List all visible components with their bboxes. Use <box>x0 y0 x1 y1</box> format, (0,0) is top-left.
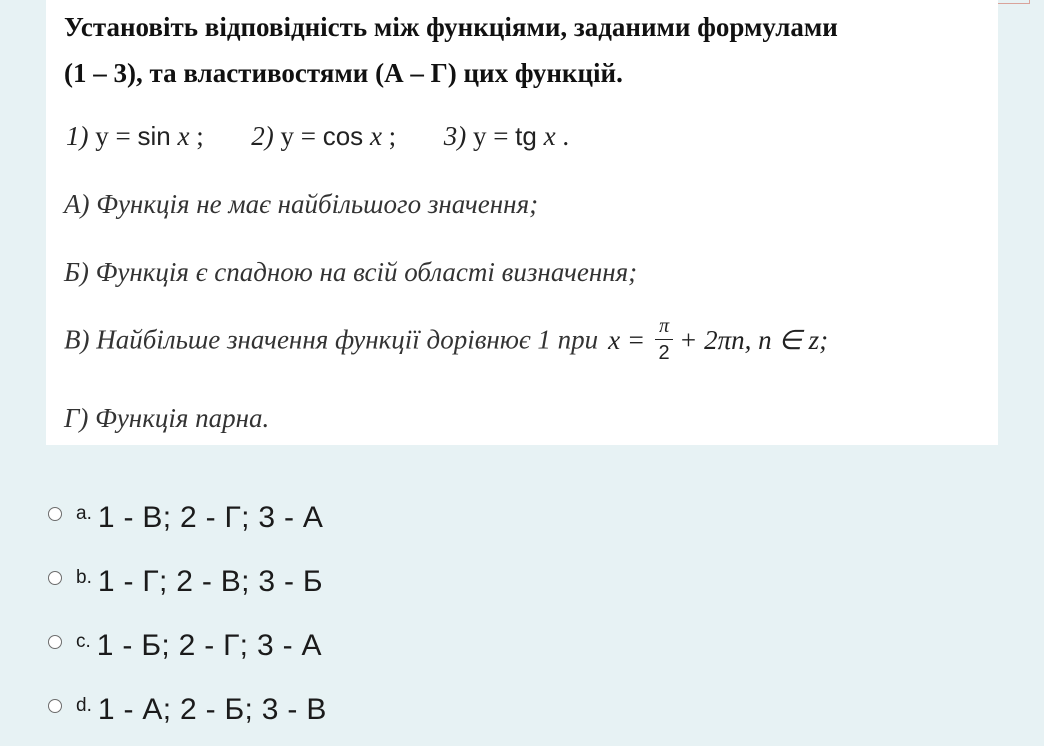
formula-function: sin <box>137 121 171 151</box>
property-c-text: В) Найбільше значення функції дорівнює 1 при <box>64 324 599 355</box>
radio-unchecked-icon[interactable] <box>48 571 62 585</box>
question-card <box>46 0 998 445</box>
formula-1 <box>66 121 210 151</box>
formula-number: 3) <box>443 121 467 151</box>
formula-lhs: y = <box>472 121 509 151</box>
formula-lhs: y = <box>280 121 316 151</box>
question-stem-line-1: Установіть відповідність між функціями, заданими формулами <box>64 12 838 42</box>
radio-unchecked-icon[interactable] <box>48 635 62 649</box>
formula-separator: ; <box>388 121 397 151</box>
formula-argument: x <box>177 121 190 151</box>
property-c <box>64 315 828 364</box>
option-letter: d. <box>76 695 92 716</box>
answer-option-c[interactable] <box>48 614 327 678</box>
option-text[interactable]: 1 - А; 2 - Б; 3 - В <box>97 693 327 726</box>
formula-2 <box>251 121 403 151</box>
answer-option-d[interactable] <box>48 678 327 742</box>
formula-argument: x <box>543 121 556 151</box>
property-a: А) Функція не має найбільшого значення; <box>64 189 539 219</box>
option-letter: c. <box>76 631 91 652</box>
answer-options <box>48 486 327 742</box>
property-c-rest: + 2πn, n ∈ z; <box>679 324 829 355</box>
option-text[interactable]: 1 - Б; 2 - Г; 3 - А <box>96 629 322 662</box>
answer-option-b[interactable] <box>48 550 327 614</box>
question-stem <box>64 4 984 96</box>
question-stem-line-2: (1 – 3), та властивостями (А – Г) цих функцій. <box>64 58 623 88</box>
formula-number: 1) <box>66 121 89 151</box>
property-c-lhs: x = <box>608 324 646 355</box>
formula-separator: . <box>562 121 570 151</box>
property-b: Б) Функція є спадною на всій області визначення; <box>64 257 638 287</box>
option-text[interactable]: 1 - В; 2 - Г; 3 - А <box>97 501 324 534</box>
fraction-denominator: 2 <box>658 342 670 364</box>
radio-unchecked-icon[interactable] <box>48 699 62 713</box>
formula-number: 2) <box>251 121 274 151</box>
option-text[interactable]: 1 - Г; 2 - В; 3 - Б <box>97 565 323 598</box>
option-letter: a. <box>76 503 92 524</box>
fraction-numerator: π <box>659 315 670 337</box>
radio-unchecked-icon[interactable] <box>48 507 62 521</box>
fraction-pi-over-2 <box>655 315 673 364</box>
property-c-formula <box>608 315 828 364</box>
formula-lhs: y = <box>95 121 131 151</box>
formula-argument: x <box>369 121 382 151</box>
formula-function: cos <box>322 121 364 151</box>
formula-function: tg <box>515 121 537 151</box>
formula-3 <box>444 121 569 151</box>
property-d: Г) Функція парна. <box>64 403 270 433</box>
answer-option-a[interactable] <box>48 486 327 550</box>
option-letter: b. <box>76 567 92 588</box>
formula-separator: ; <box>196 121 204 151</box>
formula-list <box>66 118 569 154</box>
